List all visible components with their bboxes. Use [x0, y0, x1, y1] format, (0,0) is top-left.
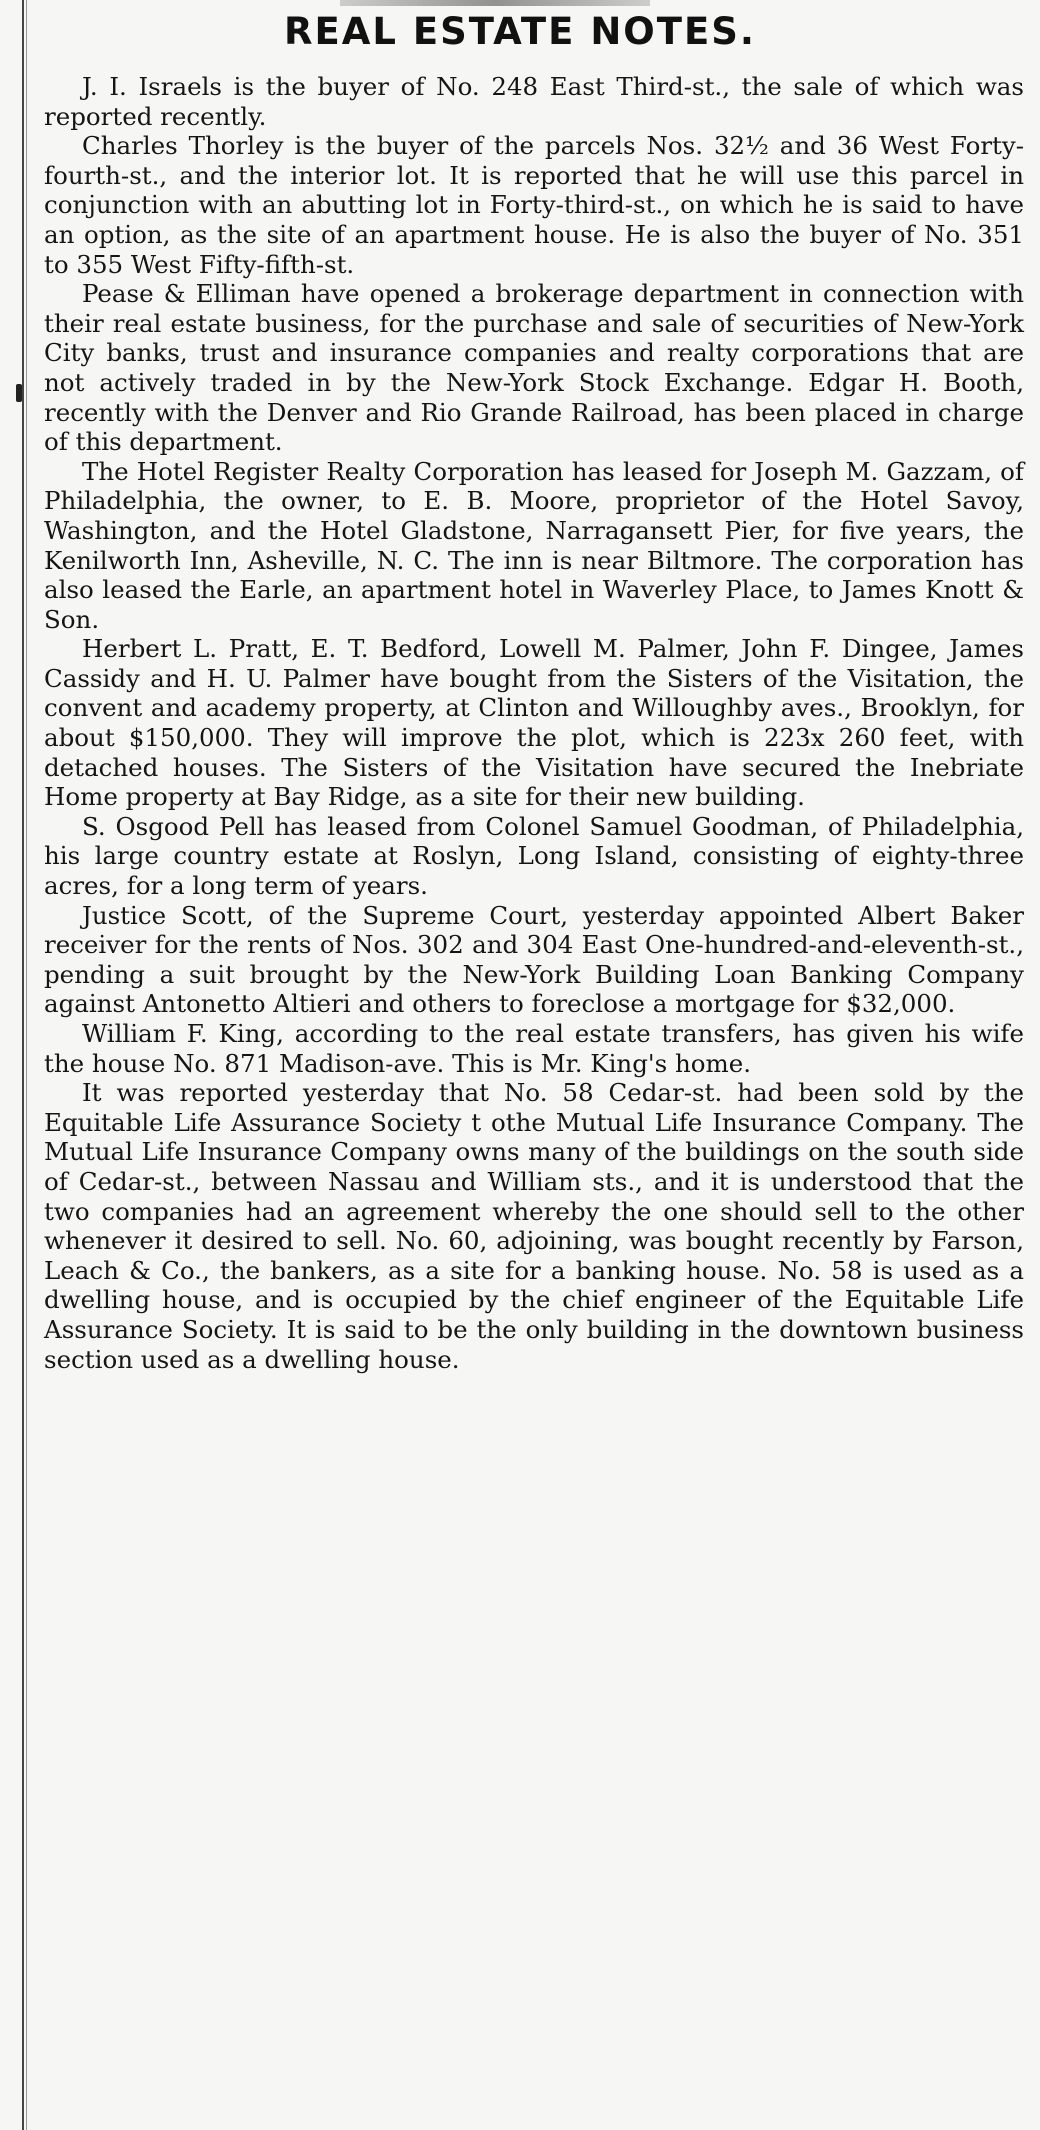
- paragraph: It was reported yesterday that No. 58 Cedar-st. had been sold by the Equitable Life Assurance Society t othe Mutual Life Insurance Company. The Mutual Life Insurance Company owns many of the buildings on the south side of Cedar-st., between Nassau and William sts., and it is understood that the two companies had an agreement whereby the one should sell to the other whenever it desired to sell. No. 60, adjoining, was bought recently by Farson, Leach & Co., the bankers, as a site for a banking house. No. 58 is used as a dwelling house, and is occupied by the chief engineer of the Equitable Life Assurance Society. It is said to be the only building in the downtown business section used as a dwelling house.: [44, 1078, 1024, 1374]
- paragraph: William F. King, according to the real estate transfers, has given his wife the house No. 871 Madison-ave. This is Mr. King's home.: [44, 1019, 1024, 1078]
- paragraph: S. Osgood Pell has leased from Colonel Samuel Goodman, of Philadelphia, his large country estate at Roslyn, Long Island, consisting of eighty-three acres, for a long term of years.: [44, 811, 1024, 901]
- top-smudge: [340, 0, 650, 6]
- article-column: [44, 72, 1024, 1374]
- paragraph: The Hotel Register Realty Corporation has leased for Joseph M. Gazzam, of Philadelphia, the owner, to E. B. Moore, proprietor of the Hotel Savoy, Washington, and the Hotel Gladstone, Narragansett Pier, for five years, the Kenilworth Inn, Asheville, N. C. The inn is near Biltmore. The corporation has also leased the Earle, an apartment hotel in Waverley Place, to James Knott & Son.: [44, 456, 1024, 634]
- paragraph: Justice Scott, of the Supreme Court, yesterday appointed Albert Baker receiver for the rents of Nos. 302 and 304 East One-hundred-and-eleventh-st., pending a suit brought by the New-York Building Loan Banking Company against Antonetto Altieri and others to foreclose a mortgage for $32,000.: [44, 900, 1024, 1019]
- paragraph: J. I. Israels is the buyer of No. 248 East Third-st., the sale of which was reported recently.: [44, 72, 1024, 131]
- paragraph: Pease & Elliman have opened a brokerage department in connection with their real estate business, for the purchase and sale of securities of New-York City banks, trust and insurance companies and realty corporations that are not actively traded in by the New-York Stock Exchange. Edgar H. Booth, recently with the Denver and Rio Grande Railroad, has been placed in charge of this department.: [44, 279, 1024, 457]
- headline: REAL ESTATE NOTES.: [284, 10, 756, 53]
- paragraph: Herbert L. Pratt, E. T. Bedford, Lowell M. Palmer, John F. Dingee, James Cassidy and H. U. Palmer have bought from the Sisters of the Visitation, the convent and academy property, at Clinton and Willoughby aves., Brooklyn, for about $150,000. They will improve the plot, which is 223x 260 feet, with detached houses. The Sisters of the Visitation have secured the Inebriate Home property at Bay Ridge, as a site for their new building.: [44, 634, 1024, 812]
- paragraph: Charles Thorley is the buyer of the parcels Nos. 32½ and 36 West Forty-fourth-st., and the interior lot. It is reported that he will use this parcel in conjunction with an abutting lot in Forty-third-st., on which he is said to have an option, as the site of an apartment house. He is also the buyer of No. 351 to 355 West Fifty-fifth-st.: [44, 131, 1024, 279]
- column-rule-inner: [26, 0, 27, 2130]
- column-rule: [22, 0, 24, 2130]
- margin-mark: [16, 384, 22, 402]
